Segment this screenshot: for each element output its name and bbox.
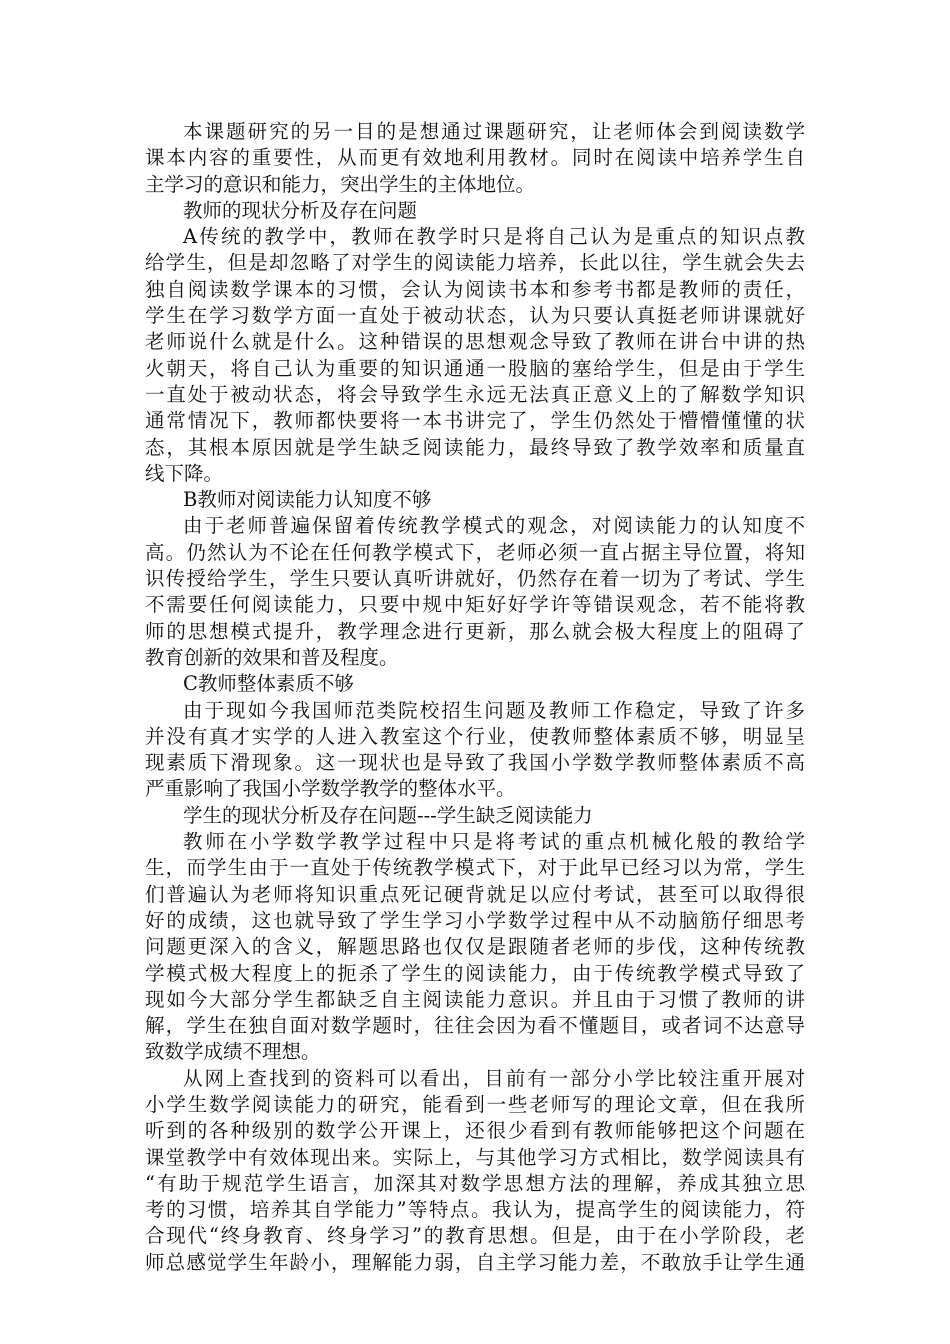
text-line: 通常情况下，教师都快要将一本书讲完了，学生仍然处于懵懵懂懂的状 (145, 409, 805, 433)
text-line: 并没有真才实学的人进入教室这个行业，使教师整体素质不够，明显呈 (145, 724, 805, 748)
text-line: A传统的教学中，教师在教学时只是将自己认为是重点的知识点教 (183, 225, 805, 249)
text-line: 由于老师普遍保留着传统教学模式的观念，对阅读能力的认知度不 (183, 514, 805, 538)
text-line: 学模式极大程度上的扼杀了学生的阅读能力，由于传统教学模式导致了 (145, 961, 805, 985)
text-line: 课本内容的重要性，从而更有效地利用教材。同时在阅读中培养学生自 (145, 146, 805, 170)
text-line: 高。仍然认为不论在任何教学模式下，老师必须一直占据主导位置，将知 (145, 540, 805, 564)
text-line: 给学生，但是却忽略了对学生的阅读能力培养，长此以往，学生就会失去 (145, 251, 805, 275)
text-line: 合现代“终身教育、终身学习”的教育思想。但是，由于在小学阶段，老 (145, 1224, 805, 1248)
text-line: 现如今大部分学生都缺乏自主阅读能力意识。并且由于习惯了教师的讲 (145, 987, 805, 1011)
text-line: 解，学生在独自面对数学题时，往往会因为看不懂题目，或者词不达意导 (145, 1014, 805, 1038)
text-line: 从网上查找到的资料可以看出，目前有一部分小学比较注重开展对 (183, 1066, 805, 1090)
text-line: 火朝天，将自己认为重要的知识通通一股脑的塞给学生，但是由于学生 (145, 356, 805, 380)
text-line: 问题更深入的含义，解题思路也仅仅是跟随者老师的步伐，这种传统教 (145, 935, 805, 959)
text-line: 现素质下滑现象。这一现状也是导致了我国小学数学教师整体素质不高 (145, 751, 805, 775)
text-line: 不需要任何阅读能力，只要中规中矩好好学许等错误观念，若不能将教 (145, 593, 805, 617)
text-line: 师的思想模式提升，教学理念进行更新，那么就会极大程度上的阻碍了 (145, 619, 805, 643)
text-line: 由于现如今我国师范类院校招生问题及教师工作稳定，导致了许多 (183, 698, 805, 722)
text-line: B教师对阅读能力认知度不够 (183, 488, 432, 512)
text-line: 教育创新的效果和普及程度。 (145, 645, 399, 669)
text-line: 识传授给学生，学生只要认真听讲就好，仍然存在着一切为了考试、学生 (145, 567, 805, 591)
text-line: 独自阅读数学课本的习惯，会认为阅读书本和参考书都是教师的责任， (145, 277, 805, 301)
text-line: 师总感觉学生年龄小，理解能力弱，自主学习能力差，不敢放手让学生通 (145, 1250, 805, 1274)
text-line: 本课题研究的另一目的是想通过课题研究，让老师体会到阅读数学 (183, 120, 805, 143)
text-line: 一直处于被动状态，将会导致学生永远无法真正意义上的了解数学知识 (145, 382, 805, 406)
text-line: 小学生数学阅读能力的研究，能看到一些老师写的理论文章，但在我所 (145, 1092, 805, 1116)
text-line: C教师整体素质不够 (183, 672, 354, 696)
text-line: 主学习的意识和能力，突出学生的主体地位。 (145, 172, 536, 196)
text-line: 严重影响了我国小学数学教学的整体水平。 (145, 777, 516, 801)
text-line: 线下降。 (145, 461, 224, 485)
text-line: 态，其根本原因就是学生缺乏阅读能力，最终导致了教学效率和质量直 (145, 435, 805, 459)
text-line: 课堂教学中有效体现出来。实际上，与其他学习方式相比，数学阅读具有 (145, 1145, 805, 1169)
text-line: 教师在小学数学教学过程中只是将考试的重点机械化般的教给学 (183, 830, 805, 854)
text-line: 们普遍认为老师将知识重点死记硬背就足以应付考试，甚至可以取得很 (145, 882, 805, 906)
document-page (145, 119, 805, 1276)
text-line: 考的习惯，培养其自学能力”等特点。我认为，提高学生的阅读能力，符 (145, 1198, 805, 1222)
text-line: 教师的现状分析及存在问题 (183, 198, 418, 222)
text-line: “有助于规范学生语言，加深其对数学思想方法的理解，养成其独立思 (145, 1171, 805, 1195)
text-line: 老师说什么就是什么。这种错误的思想观念导致了教师在讲台中讲的热 (145, 330, 805, 354)
text-line: 学生在学习数学方面一直处于被动状态，认为只要认真挺老师讲课就好 (145, 304, 805, 328)
text-line: 致数学成绩不理想。 (145, 1040, 321, 1064)
text-line: 好的成绩，这也就导致了学生学习小学数学过程中从不动脑筋仔细思考 (145, 908, 805, 932)
text-line: 听到的各种级别的数学公开课上，还很少看到有教师能够把这个问题在 (145, 1119, 805, 1143)
text-line: 生，而学生由于一直处于传统教学模式下，对于此早已经习以为常，学生 (145, 856, 805, 880)
text-line: 学生的现状分析及存在问题---学生缺乏阅读能力 (183, 803, 593, 827)
